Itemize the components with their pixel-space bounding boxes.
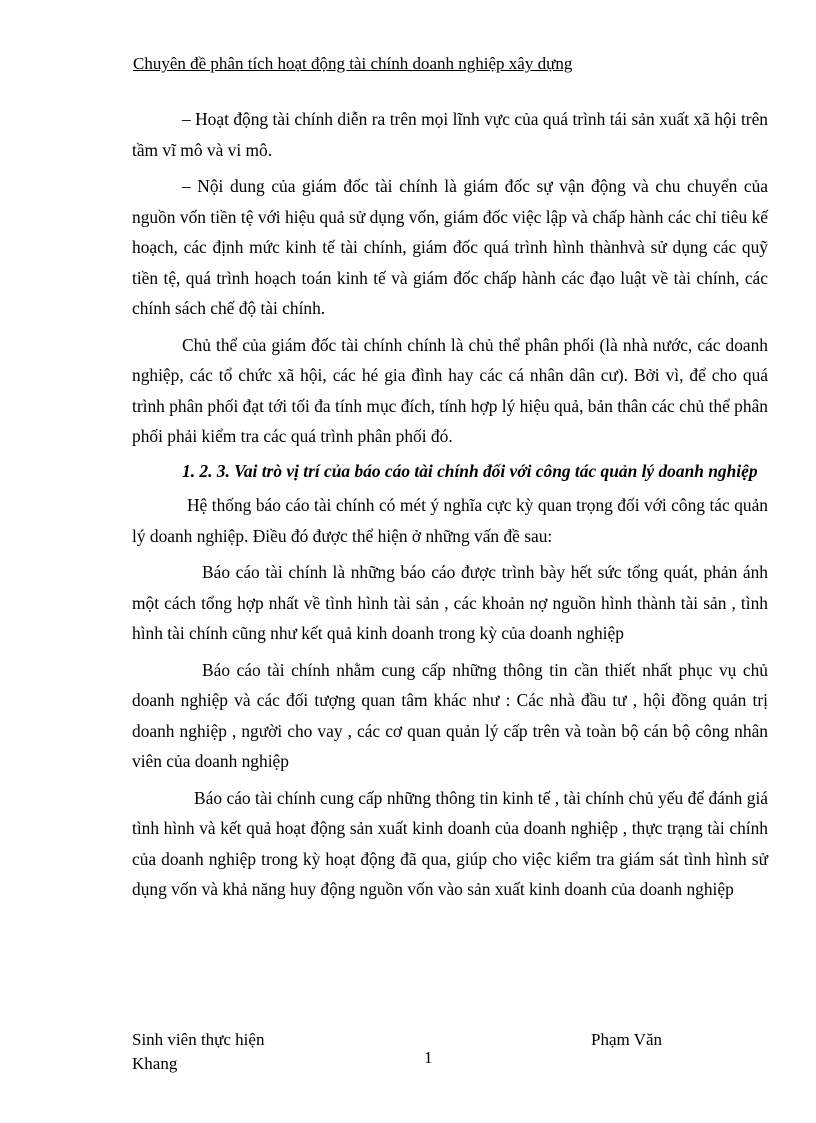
footer-author-name: Phạm Văn bbox=[591, 1030, 662, 1049]
paragraph-3: Chủ thể của giám đốc tài chính chính là chủ thể phân phối (là nhà nước, các doanh nghiệp, các tổ chức xã hội, các hé gia đình hay các cá nhân dân cư). Bởi vì, để cho quá trình phân phối đạt tới tối đa tính mục đích, tính hợp lý hiệu quả, bản thân các chủ thể phân phối phải kiểm tra các quá trình phân phối đó. bbox=[132, 334, 768, 446]
footer-left-line-2: Khang bbox=[132, 1054, 178, 1073]
paragraph-6: Báo cáo tài chính nhằm cung cấp những thông tin cần thiết nhất phục vụ chủ doanh nghiệp và các đối tượng quan tâm khác như : Các nhà đầu tư , hội đồng quản trị doanh nghiệp , người cho vay , các cơ quan quản lý cấp trên và toàn bộ cán bộ công nhân viên của doanh nghiệp bbox=[132, 659, 768, 771]
paragraph-1: – Hoạt động tài chính diễn ra trên mọi lĩnh vực của quá trình tái sản xuất xã hội trên tầm vĩ mô và vi mô. bbox=[132, 109, 768, 160]
paragraph-4: Hệ thống báo cáo tài chính có mét ý nghĩa cực kỳ quan trọng đối với công tác quản lý doanh nghiệp. Điều đó được thể hiện ở những vấn đề sau: bbox=[132, 495, 768, 546]
document-body bbox=[132, 104, 768, 905]
document-header: Chuyên đề phân tích hoạt động tài chính doanh nghiệp xây dựng bbox=[133, 54, 573, 73]
paragraph-5: Báo cáo tài chính là những báo cáo được trình bày hết sức tổng quát, phản ánh một cách tổng hợp nhất về tình hình tài sản , các khoản nợ nguồn hình thành tài sản , tình hình tài chính cũng như kết quả kinh doanh trong kỳ của doanh nghiệp bbox=[132, 562, 768, 643]
paragraph-7: Báo cáo tài chính cung cấp những thông tin kinh tế , tài chính chủ yếu để đánh giá tình hình và kết quả hoạt động sản xuất kinh doanh của doanh nghiệp , thực trạng tài chính của doanh nghiệp trong kỳ hoạt động đã qua, giúp cho việc kiểm tra giám sát tình hình sử dụng vốn và khả năng huy động nguồn vốn vào sản xuất kinh doanh của doanh nghiệp bbox=[132, 787, 768, 899]
paragraph-2: – Nội dung của giám đốc tài chính là giám đốc sự vận động và chu chuyển của nguồn vốn tiền tệ với hiệu quả sử dụng vốn, giám đốc việc lập và chấp hành các chỉ tiêu kế hoạch, các định mức kinh tế tài chính, giám đốc quá trình hình thànhvà sử dụng các quỹ tiền tệ, quá trình hoạch toán kinh tế và giám đốc chấp hành các đạo luật về tài chính, các chính sách chế độ tài chính. bbox=[132, 176, 768, 318]
footer-author-label bbox=[132, 1028, 264, 1076]
page-number: 1 bbox=[424, 1048, 433, 1067]
footer-left-line-1: Sinh viên thực hiện bbox=[132, 1030, 265, 1049]
section-heading: 1. 2. 3. Vai trò vị trí của báo cáo tài chính đối với công tác quản lý doanh nghiệp bbox=[182, 460, 758, 481]
